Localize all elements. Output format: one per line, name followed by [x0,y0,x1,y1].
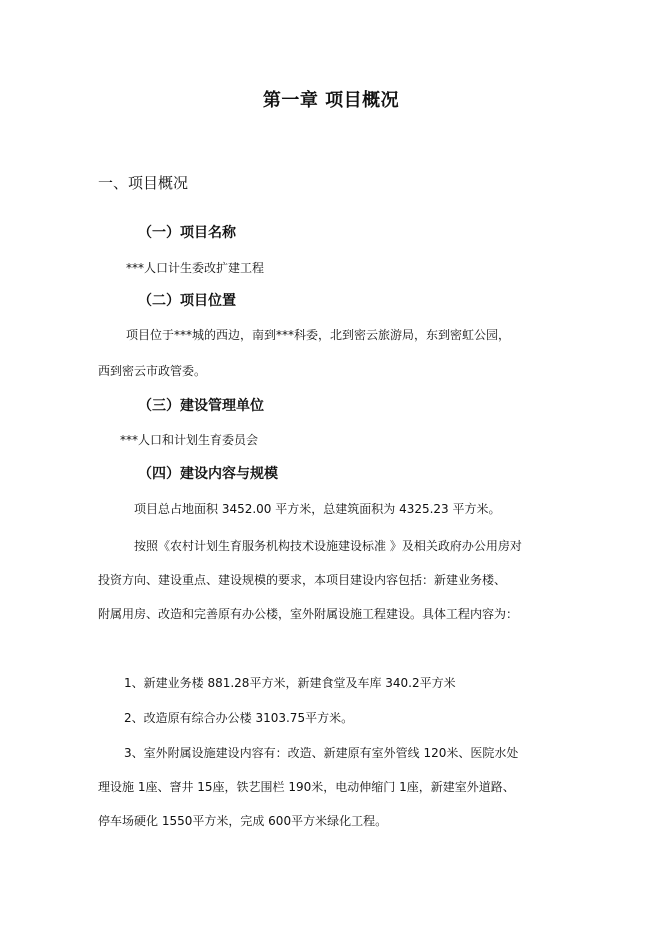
project-name-text: ***人口计生委改扩建工程 [126,261,265,275]
item-2: 2、改造原有综合办公楼 3103.75平方米。 [124,711,354,725]
management-unit-text: ***人口和计划生育委员会 [120,433,259,447]
item-3-line-3: 停车场硬化 1550平方米，完成 600平方米绿化工程。 [98,814,388,828]
basis-line-3: 附属用房、改造和完善原有办公楼，室外附属设施工程建设。具体工程内容为： [98,607,519,621]
item-3-line-2: 理设施 1座、窨井 15座，铁艺围栏 190米，电动伸缩门 1座，新建室外道路、 [98,780,515,794]
item-1: 1、新建业务楼 881.28平方米，新建食堂及车库 340.2平方米 [124,676,456,690]
subsection-heading-content: （四）建设内容与规模 [138,466,278,482]
subsection-heading-location: （二）项目位置 [138,293,236,309]
section-title: 一、项目概况 [98,174,189,192]
area-line: 项目总占地面积 3452.00 平方米，总建筑面积为 4325.23 平方米。 [134,502,501,516]
location-line-1: 项目位于***城的西边，南到***科委，北到密云旅游局，东到密虹公园， [126,328,511,342]
chapter-title: 第一章 项目概况 [262,90,400,111]
item-3-line-1: 3、室外附属设施建设内容有：改造、新建原有室外管线 120米、医院水处 [124,746,519,760]
location-line-2: 西到密云市政管委。 [98,364,207,378]
basis-line-1: 按照《农村计划生育服务机构技术设施建设标准 》及相关政府办公用房对 [134,539,522,553]
subsection-heading-name: （一）项目名称 [138,225,236,241]
subsection-heading-unit: （三）建设管理单位 [138,398,264,414]
basis-line-2: 投资方向、建设重点、建设规模的要求，本项目建设内容包括：新建业务楼、 [98,573,507,587]
